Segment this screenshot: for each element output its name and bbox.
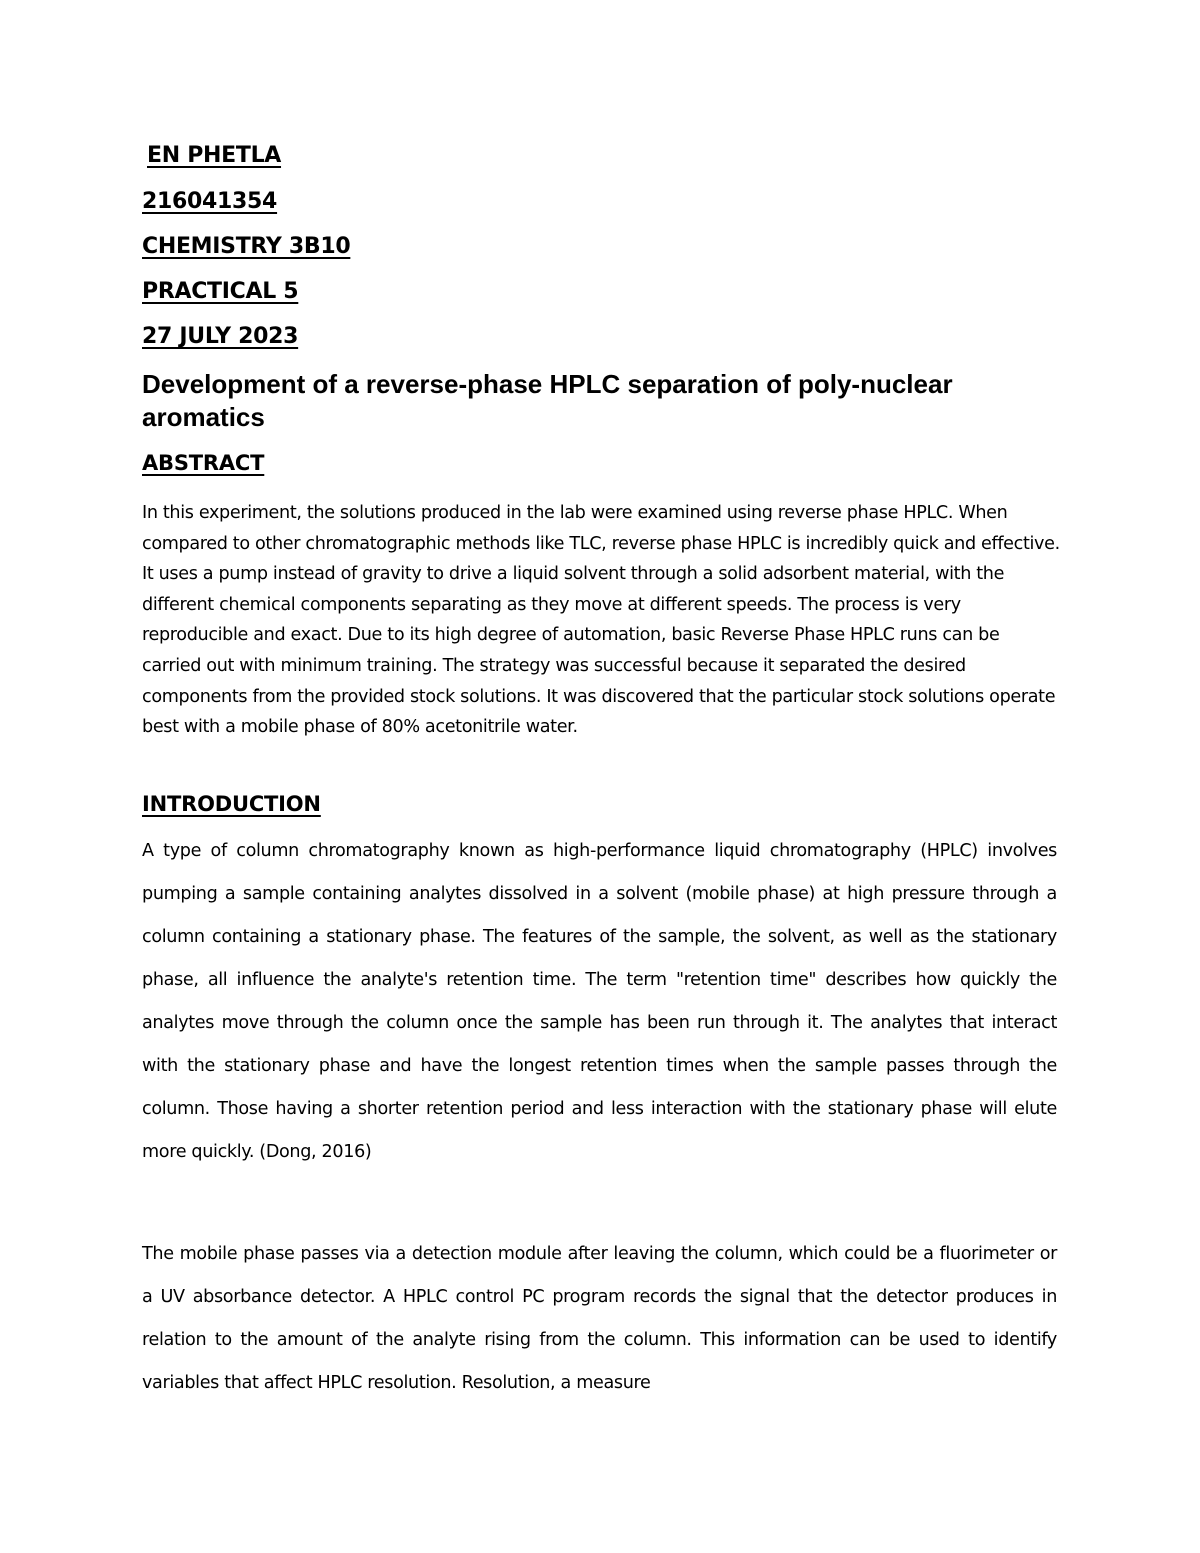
introduction-paragraph-2: The mobile phase passes via a detection module after leaving the column, which could be a fluorimeter or a UV absorbance detector. A HPLC control PC program records the signal that the detector produces in relation to the amount of the analyte rising from the column. This information can be used to identify variables that affect HPLC resolution. Resolution, a measure [142, 1244, 1057, 1393]
report-date: 27 JULY 2023 [142, 324, 299, 349]
introduction-heading: INTRODUCTION [142, 792, 321, 816]
report-title: Development of a reverse-phase HPLC separation of poly-nuclear aromatics [142, 369, 953, 432]
practical-number: PRACTICAL 5 [142, 279, 299, 304]
student-number: 216041354 [142, 189, 278, 214]
author-name: EN PHETLA [147, 143, 282, 168]
abstract-heading: ABSTRACT [142, 451, 265, 475]
abstract-text: In this experiment, the solutions produced in the lab were examined using reverse phase HPLC. When compared to other chromatographic methods like TLC, reverse phase HPLC is incredibly quick and effective. It uses a pump instead of gravity to drive a liquid solvent through a solid adsorbent material, with the different chemical components separating as they move at different speeds. The process is very reproducible and exact. Due to its high degree of automation, basic Reverse Phase HPLC runs can be carried out with minimum training. The strategy was successful because it separated the desired components from the provided stock solutions. It was discovered that the particular stock solutions operate best with a mobile phase of 80% acetonitrile water. [142, 503, 1060, 738]
introduction-paragraph-1: A type of column chromatography known as high-performance liquid chromatography (HPLC) involves pumping a sample containing analytes dissolved in a solvent (mobile phase) at high pressure through a column containing a stationary phase. The features of the sample, the solvent, as well as the stationary phase, all influence the analyte's retention time. The term "retention time" describes how quickly the analytes move through the column once the sample has been run through it. The analytes that interact with the stationary phase and have the longest retention times when the sample passes through the column. Those having a shorter retention period and less interaction with the stationary phase will elute more quickly. (Dong, 2016) [142, 841, 1057, 1162]
course-code: CHEMISTRY 3B10 [142, 234, 351, 259]
